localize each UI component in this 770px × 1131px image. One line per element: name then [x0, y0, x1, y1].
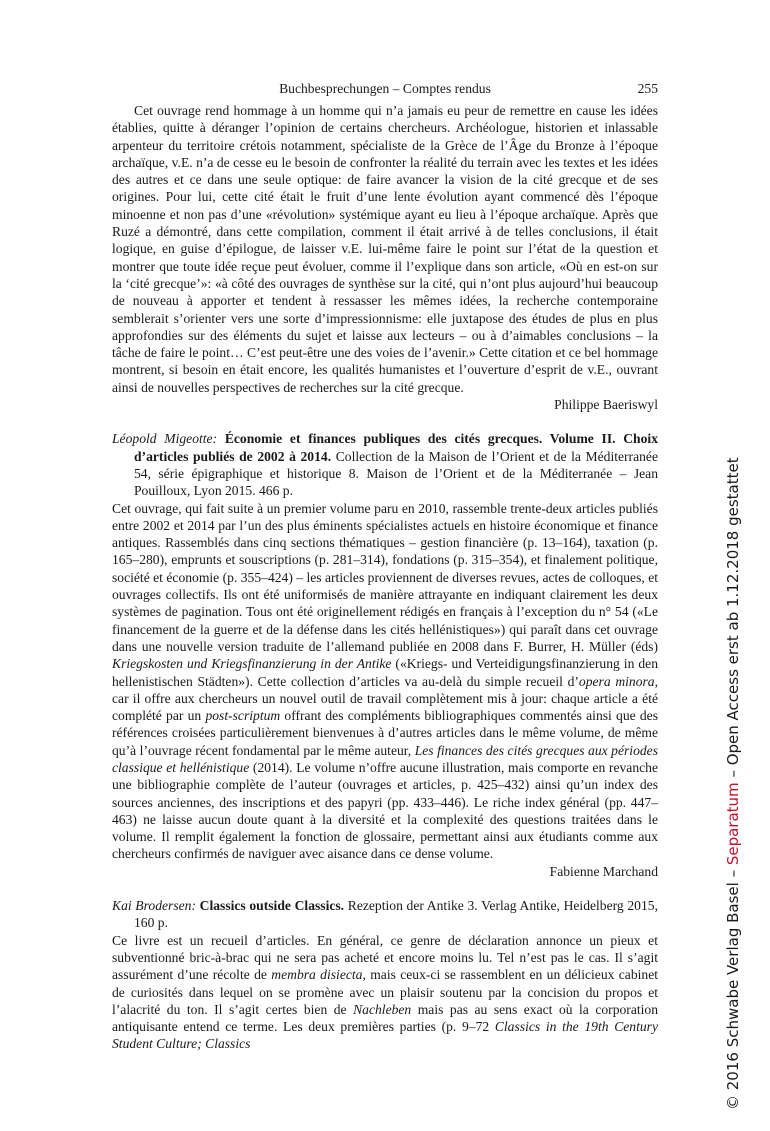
book-author: Kai Brodersen:: [112, 898, 196, 914]
book-author: Léopold Migeotte:: [112, 431, 218, 447]
reviewer-name: Philippe Baeriswyl: [554, 397, 658, 413]
separatum-label: Separatum: [724, 782, 742, 866]
book-citation: [112, 897, 658, 932]
book-title: Économie et finances publiques des cités grecques. Volume II. Choix d’articles publiés de 2002 à 2014.: [134, 431, 658, 464]
review-entry: [112, 430, 658, 880]
book-details: Rezeption der Antike 3. Verlag Antike, Heidelberg 2015, 160 p.: [134, 898, 658, 931]
page-body: [112, 80, 658, 1053]
book-title: Classics outside Classics.: [199, 898, 345, 914]
book-details: Collection de la Maison de l’Orient et de la Méditerranée 54, série épigraphique et historique 8. Maison de l’Orient et de la Méditerranée – Jean Pouilloux, Lyon 2015. 466 p.: [134, 448, 658, 499]
page-number: 255: [637, 81, 658, 96]
review-paragraph: Ce livre est un recueil d’articles. En général, ce genre de déclaration annonce un pieux et subventionné bric-à-brac qui ne sera pas acheté et encore moins lu. Tel n’est pas le cas. Il s’agit assurément d’une récolte de membra disiecta, mais ceux-ci se rassemblent en un délicieux cabinet de curiosités dans lequel on se promène avec un plaisir soutenu par la concision du propos et l’alacrité du ton. Il s’agit certes bien de Nachleben mais pas au sens exact où la corporation antiquisante entend ce terme. Les deux premières parties (p. 9–72 Classics in the 19th Century Student Culture; Classics: [112, 932, 659, 1052]
running-title: Buchbesprechungen – Comptes rendus: [279, 81, 491, 96]
review-entry: [112, 897, 658, 1053]
review-paragraph: Cet ouvrage, qui fait suite à un premier volume paru en 2010, rassemble trente-deux articles publiés entre 2002 et 2014 par l’un des plus éminents spécialistes actuels en histoire économique et finance antiques. Rassemblés dans cinq sections thématiques – gestion financière (p. 13–164), taxation (p. 165–280), emprunts et souscriptions (p. 281–314), fondations (p. 315–354), et finalement politique, société et économie (p. 355–424) – les articles proviennent de diverses revues, actes de colloques, et ouvrages collectifs. Ils ont été uniformisés de manière attrayante en indiquant clairement les deux systèmes de pagination. Tous ont été originellement rédigés en français à l’exception du n° 54 («Le financement de la guerre et de la défense dans les cités hellénistiques») qui paraît dans cet ouvrage dans une nouvelle version traduite de l’allemand publiée en 2008 dans F. Burrer, H. Müller (éds) Kriegskosten und Kriegsfinanzierung in der Antike («Kriegs- und Verteidigungsfinanzierung in den hellenistischen Städten»). Cette collection d’articles va au-delà du simple recueil d’opera minora, car il offre aux chercheurs un nouvel outil de travail complètement mis à jour: chaque article a été complété par un post-scriptum offrant des compléments bibliographiques commentés ainsi que des références croisées particulièrement bienvenues à d’autres articles dans le même volume, de même qu’à l’ouvrage récent fondamental par le même auteur, Les finances des cités grecques aux périodes classique et hellénistique (2014). Le volume n’offre aucune illustration, mais comporte en revanche une bibliographie complète de l’auteur (ouvrages et articles, p. 425–432) ainsi qu’un index des sources anciennes, des inscriptions et des papyri (pp. 433–446). Le riche index général (pp. 447–463) ne laisse aucun doute quant à la diversité et la complexité des questions traitées dans le volume. Il remplit également la fonction de glossaire, permettant ainsi aux étudiants comme aux chercheurs confirmés de naviguer avec aisance dans ce dense volume.: [112, 500, 658, 862]
running-header: [112, 80, 658, 98]
copyright-notice: © 2016 Schwabe Verlag Basel – Separatum – Open Access erst ab 1.12.2018 gestattet: [724, 457, 742, 1110]
review-paragraph: Cet ouvrage rend hommage à un homme qui n’a jamais eu peur de remettre en cause les idées établies, quitte à déranger l’opinion de certains chercheurs. Archéologue, historien et inlassable arpenteur du territoire crétois notamment, spécialiste de la Grèce de l’Âge du Bronze à l’époque archaïque, v.E. n’a de cesse eu le besoin de confronter la réalité du terrain avec les textes et les idées des autres et ce dans une seule optique: de faire avancer la vision de la cité grecque et de ses origines. Pour lui, cette cité était le fruit d’une lente évolution ayant commencé dès l’époque minoenne et non pas d’une «révolution» systémique ayant eu lieu à l’époque archaïque. Après que Ruzé a démontré, dans cette compilation, comment il était arrivé à de telles conclusions, il était logique, en guise d’épilogue, de laisser v.E. lui-même faire le point sur l’état de la question et montrer que toute idée reçue peut évoluer, comme il l’explique dans son article, «Où en est-on sur la ‘cité grecque’»: «à côté des ouvrages de synthèse sur la cité, qui n’ont plus aujourd’hui beaucoup de nouveau à apporter et tendent à ressasser les mêmes idées, la recherche contemporaine semblerait s’orienter vers une sorte d’impressionnisme: elle juxtapose des études de plus en plus approfondies sur des éléments du sujet et laisse aux lecteurs – ou à d’aimables conclusions – la tâche de faire le point… C’est peut-être une des voies de l’avenir.» Cette citation et ce bel hommage montrent, si besoin en était encore, les qualités humanistes et l’ouverture d’esprit de v.E., ouvrant ainsi de nouvelles perspectives de recherches sur la cité grecque.: [112, 103, 658, 395]
book-citation: [112, 430, 658, 499]
reviewer-name: Fabienne Marchand: [549, 863, 658, 879]
